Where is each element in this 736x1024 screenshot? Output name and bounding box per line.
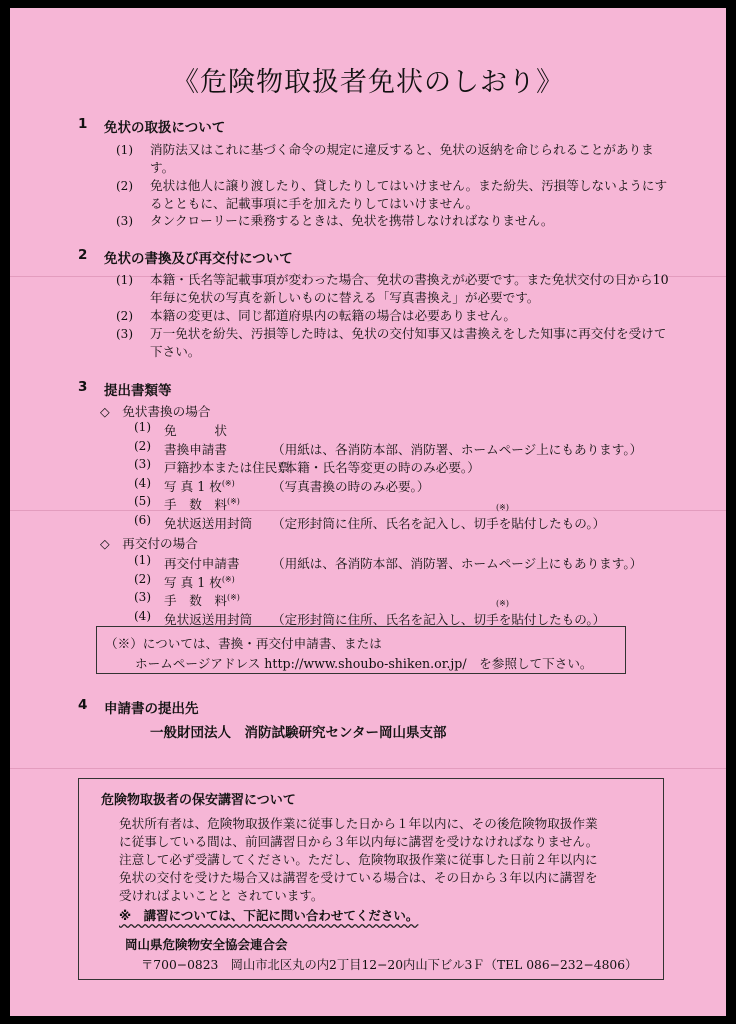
- document-page: [10, 8, 726, 1016]
- section-title: 免状の取扱について: [104, 120, 226, 136]
- document-name: [164, 590, 240, 609]
- document-note: （用紙は、各消防本部、消防署、ホームページ上にもあります。）: [272, 556, 643, 571]
- item-text: 消防法又はこれに基づく命令の規定に違反すると、免状の返納を命じられることがあります。: [150, 142, 654, 175]
- document-name: [164, 439, 227, 458]
- item-marker: (1): [134, 553, 151, 567]
- item-marker: (2): [134, 438, 151, 453]
- item-marker: (1): [116, 143, 133, 157]
- document-name-text: 免 状: [164, 423, 227, 438]
- section-title: 提出書類等: [104, 383, 172, 399]
- document-name-text: 写 真 1 枚: [164, 574, 222, 590]
- asterisk-note-mark: (※): [226, 592, 240, 602]
- rewrite-case-heading: ◇ 免状書換の場合: [100, 404, 211, 419]
- section-title: 免状の書換及び再交付について: [104, 251, 293, 267]
- item-marker: (3): [134, 457, 151, 471]
- note-line-url: ホームページアドレス http://www.shoubo-shiken.or.jp/ を参照して下さい。: [135, 656, 593, 671]
- item-text: 本籍の変更は、同じ都道府県内の転籍の場合は必要ありません。: [150, 308, 516, 323]
- lecture-organization: 岡山県危険物安全協会連合会: [125, 937, 288, 952]
- document-name: [164, 572, 235, 591]
- item-text: 万一免状を紛失、汚損等した時は、免状の交付知事又は書換えをした知事に再交付を受けて下さい。: [150, 326, 667, 359]
- lecture-address: 〒700−0823 岡山市北区丸の内2丁目12−20内山下ビル3Ｆ（TEL 086−232−4806）: [141, 958, 638, 972]
- document-name-text: 書換申請書: [164, 441, 227, 457]
- item-text: 免状は他人に譲り渡したり、貸したりしてはいけません。また紛失、汚損等しないようにするとともに、記載事項に手を加えたりしてはいけません。: [150, 178, 668, 211]
- document-name: [164, 476, 235, 495]
- document-name: [164, 609, 252, 628]
- item-marker: (1): [116, 273, 133, 287]
- note-line: （※）については、書換・再交付申請書、または: [105, 636, 382, 651]
- item-marker: (1): [134, 420, 151, 434]
- item-marker: (5): [134, 494, 151, 508]
- lecture-title: 危険物取扱者の保安講習について: [101, 793, 296, 808]
- item-marker: (2): [116, 309, 133, 323]
- item-marker: (3): [116, 214, 133, 228]
- lecture-text-line: 免状所有者は、危険物取扱作業に従事した日から１年以内に、その後危険物取扱作業: [119, 816, 598, 831]
- document-name-text: 再交付申請書: [164, 556, 240, 571]
- document-note: （用紙は、各消防本部、消防署、ホームページ上にもあります。）: [272, 441, 643, 457]
- lecture-text-line: 免状の交付を受けた場合又は講習を受けている場合は、その日から３年以内に講習を: [119, 870, 598, 885]
- asterisk-note-mark: (※): [496, 502, 509, 512]
- asterisk-note-mark: (※): [226, 496, 240, 506]
- document-note: （定形封筒に住所、氏名を記入し、切手を貼付したもの。）: [272, 611, 606, 627]
- asterisk-note-mark: (※): [221, 574, 235, 584]
- note-box: [96, 626, 626, 674]
- item-marker: (4): [134, 475, 151, 490]
- lecture-contact-note: ※ 講習については、下記に問い合わせてください。: [119, 908, 419, 923]
- item-marker: (3): [116, 327, 133, 341]
- document-name-text: 手 数 料: [164, 593, 227, 608]
- document-name-text: 写 真 1 枚: [164, 478, 222, 494]
- item-marker: (3): [134, 590, 151, 604]
- section-title: 申請書の提出先: [104, 701, 199, 717]
- lecture-box: [78, 778, 664, 980]
- item-marker: (2): [134, 571, 151, 586]
- lecture-text-line: 注意して必ず受講してください。ただし、危険物取扱作業に従事した日前２年以内に: [119, 852, 598, 867]
- fold-line: [10, 510, 726, 511]
- item-text: タンクローリーに乗務するときは、免状を携帯しなければなりません。: [150, 213, 554, 228]
- submit-destination: 一般財団法人 消防試験研究センター岡山県支部: [150, 725, 447, 741]
- lecture-text-line: に従事している間は、前回講習日から３年以内毎に講習を受けなければなりません。: [119, 834, 599, 849]
- lecture-text-line: 受ければよいことと されています。: [119, 888, 324, 903]
- document-name: [164, 494, 240, 513]
- section-number: 2: [78, 247, 88, 263]
- document-name: [164, 420, 227, 439]
- item-text: 本籍・氏名等記載事項が変わった場合、免状の書換えが必要です。また免状交付の日から10年毎に免状の写真を新しいものに替える「写真書換え」が必要です。: [150, 272, 669, 305]
- document-name-text: 免状返送用封筒: [164, 611, 253, 627]
- document-name: [164, 513, 252, 532]
- item-marker: (6): [134, 512, 151, 527]
- document-name-text: 手 数 料: [164, 497, 227, 512]
- document-note: （写真書換の時のみ必要。）: [272, 478, 430, 494]
- asterisk-note-mark: (※): [496, 598, 509, 608]
- document-name: [164, 553, 240, 572]
- item-marker: (2): [116, 179, 133, 193]
- section-number: 4: [78, 697, 88, 713]
- document-note: （本籍・氏名等変更の時のみ必要。）: [272, 460, 480, 475]
- document-note: （定形封筒に住所、氏名を記入し、切手を貼付したもの。）: [272, 515, 606, 531]
- asterisk-note-mark: (※): [221, 478, 235, 488]
- section-number: 3: [78, 379, 88, 395]
- item-marker: (4): [134, 608, 151, 623]
- fold-line: [10, 768, 726, 769]
- document-name-text: 免状返送用封筒: [164, 515, 253, 531]
- document-name-text: 戸籍抄本または住民票: [164, 460, 290, 475]
- document-title: 《危険物取扱者免状のしおり》: [172, 67, 564, 98]
- section-number: 1: [78, 116, 88, 132]
- reissue-case-heading: ◇ 再交付の場合: [100, 536, 198, 551]
